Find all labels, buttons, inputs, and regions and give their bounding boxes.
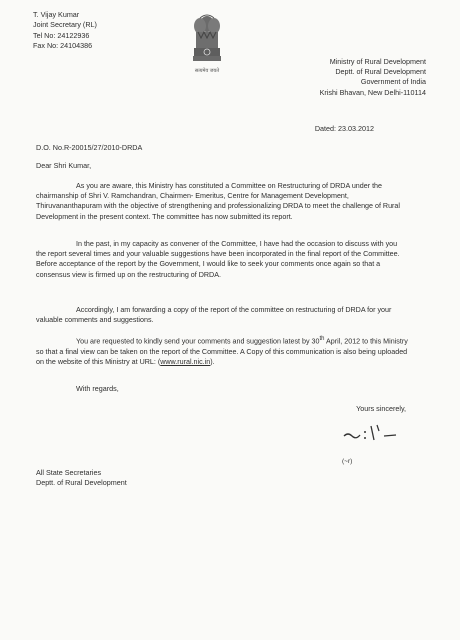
ministry-line-2: Deptt. of Rural Development <box>335 67 426 77</box>
closing: Yours sincerely, <box>356 404 406 413</box>
recipient-line-1: All State Secretaries <box>36 468 102 477</box>
lion-capital-icon <box>188 10 226 70</box>
paragraph-4-start: You are requested to kindly send your comments and suggestion latest by 30 <box>76 337 320 346</box>
sender-name: T. Vijay Kumar <box>33 10 80 19</box>
signature-note: (~r) <box>342 458 353 465</box>
sender-tel: Tel No: 24122936 <box>33 30 90 40</box>
ministry-line-4: Krishi Bhavan, New Delhi-110114 <box>319 87 426 97</box>
letter-date: Dated: 23.03.2012 <box>314 124 374 133</box>
recipient-line-2: Deptt. of Rural Development <box>36 478 127 488</box>
salutation: Dear Shri Kumar, <box>36 161 92 170</box>
paragraph-4-end: ). <box>210 357 215 366</box>
signature-icon <box>342 420 402 448</box>
recipient-block <box>36 468 127 489</box>
paragraph-4 <box>36 334 408 367</box>
website-link[interactable]: www.rural.nic.in <box>160 357 211 366</box>
national-emblem <box>188 10 226 78</box>
sender-block <box>33 10 97 51</box>
paragraph-4-sup: th <box>319 336 325 342</box>
ministry-line-1: Ministry of Rural Development <box>329 57 426 66</box>
paragraph-2: In the past, in my capacity as convener of the Committee, I have had the occasion to discuss with you the report several times and your valuable suggestions have been incorporated in the final report of the Committee. Before acceptance of the report by the Government, I would like to seek your comments once again so that a consensus view is firmed up on the restructuring of DRDA. <box>36 240 400 279</box>
reference-number: D.O. No.R-20015/27/2010-DRDA <box>36 143 143 152</box>
ministry-address <box>320 57 426 98</box>
paragraph-1: As you are aware, this Ministry has constituted a Committee on Restructuring of DRDA under the chairmanship of Shri V. Ramchandran, Chairmen- Emeritus, Centre for Management Development, Thiruvananthapuram with the objective of strengthening and professionalizing DRDA to meet the challenge of Rural Development in the present context. The committee has now submitted its report. <box>36 182 400 221</box>
paragraph-3: Accordingly, I am forwarding a copy of the report of the committee on restructuring of DRDA for your valuable comments and suggestions. <box>36 306 392 325</box>
regards: With regards, <box>76 384 119 393</box>
sender-designation: Joint Secretary (RL) <box>33 20 97 30</box>
ministry-line-3: Government of India <box>360 77 426 87</box>
sender-fax: Fax No: 24104386 <box>33 40 93 50</box>
emblem-motto: सत्यमेव जयते <box>194 68 220 74</box>
paragraph-4-middle: April, 2012 to this Ministry so that a final view can be taken on the report of the Committee. A Copy of this communication is also being uploaded on the website of this Ministry at URL: ( <box>36 337 408 366</box>
